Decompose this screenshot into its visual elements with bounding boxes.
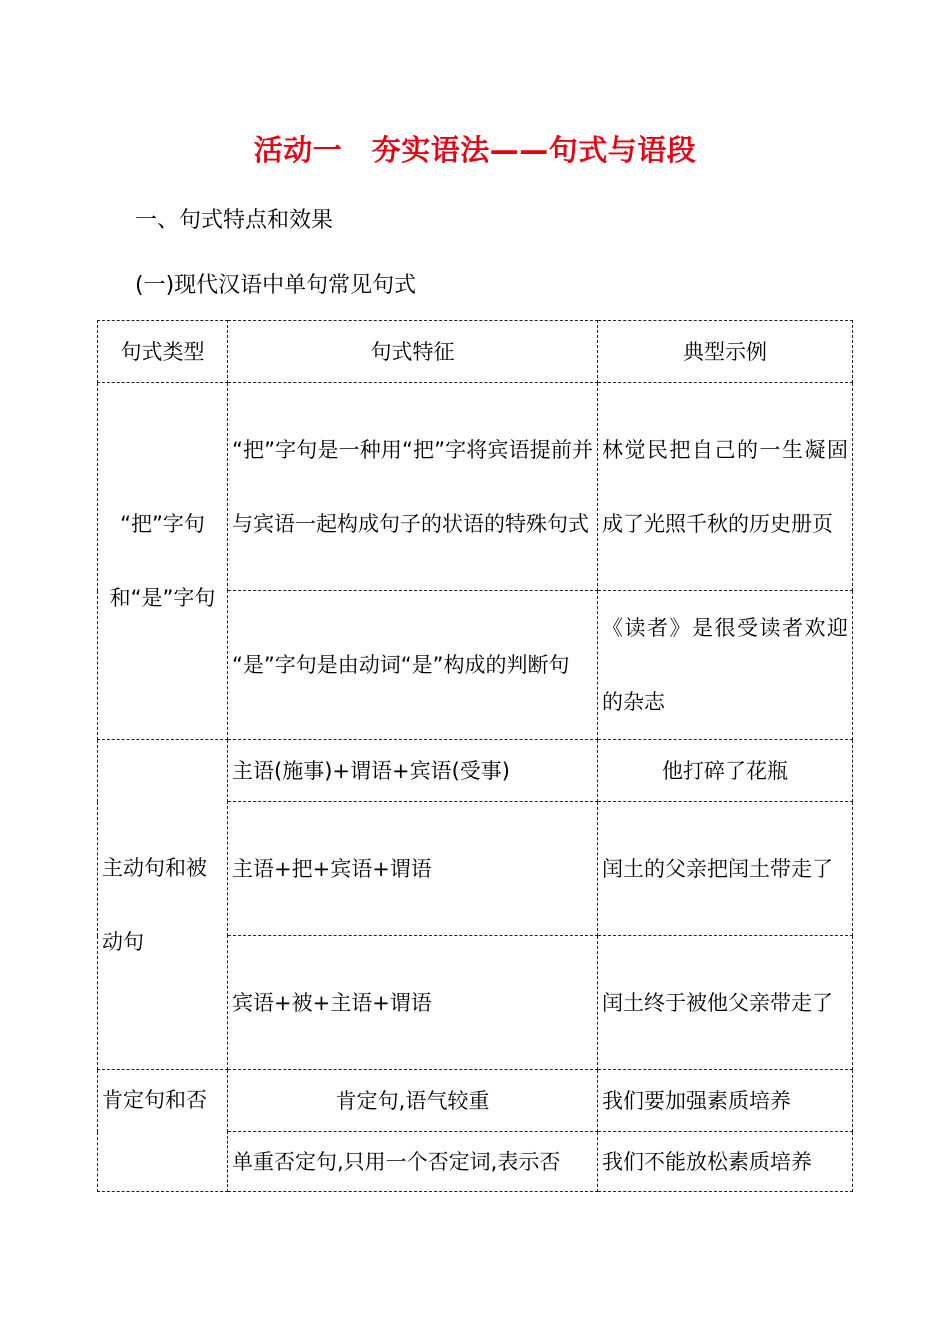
header-cell: 句式特征 bbox=[228, 321, 598, 383]
table-row bbox=[98, 740, 853, 802]
example-cell: 他打碎了花瓶 bbox=[598, 740, 853, 802]
example-cell: 我们不能放松素质培养 bbox=[598, 1132, 853, 1192]
feature-cell: 单重否定句,只用一个否定词,表示否 bbox=[228, 1132, 598, 1192]
section-heading: 一、句式特点和效果 bbox=[135, 208, 334, 233]
table-row bbox=[98, 383, 853, 591]
subsection-heading: (一)现代汉语中单句常见句式 bbox=[135, 273, 417, 298]
table-row bbox=[98, 1070, 853, 1132]
feature-cell: 主语+把+宾语+谓语 bbox=[228, 802, 598, 936]
example-cell: 我们要加强素质培养 bbox=[598, 1070, 853, 1132]
type-cell: 主动句和被动句 bbox=[98, 740, 228, 1070]
feature-cell: “把”字句是一种用“把”字将宾语提前并与宾语一起构成句子的状语的特殊句式 bbox=[228, 383, 598, 591]
example-cell: 闰土终于被他父亲带走了 bbox=[598, 936, 853, 1070]
header-cell: 典型示例 bbox=[598, 321, 853, 383]
header-cell: 句式类型 bbox=[98, 321, 228, 383]
example-cell: 林觉民把自己的一生凝固成了光照千秋的历史册页 bbox=[598, 383, 853, 591]
type-cell: 肯定句和否 bbox=[98, 1070, 228, 1192]
page-title: 活动一 夯实语法——句式与语段 bbox=[253, 133, 697, 167]
example-cell: 闰土的父亲把闰土带走了 bbox=[598, 802, 853, 936]
type-cell: “把”字句和“是”字句 bbox=[98, 383, 228, 740]
example-cell: 《读者》是很受读者欢迎的杂志 bbox=[598, 591, 853, 740]
feature-cell: 宾语+被+主语+谓语 bbox=[228, 936, 598, 1070]
feature-cell: “是”字句是由动词“是”构成的判断句 bbox=[228, 591, 598, 740]
feature-cell: 主语(施事)+谓语+宾语(受事) bbox=[228, 740, 598, 802]
table-header-row bbox=[98, 321, 853, 383]
feature-cell: 肯定句,语气较重 bbox=[228, 1070, 598, 1132]
sentence-type-table bbox=[97, 320, 853, 1192]
